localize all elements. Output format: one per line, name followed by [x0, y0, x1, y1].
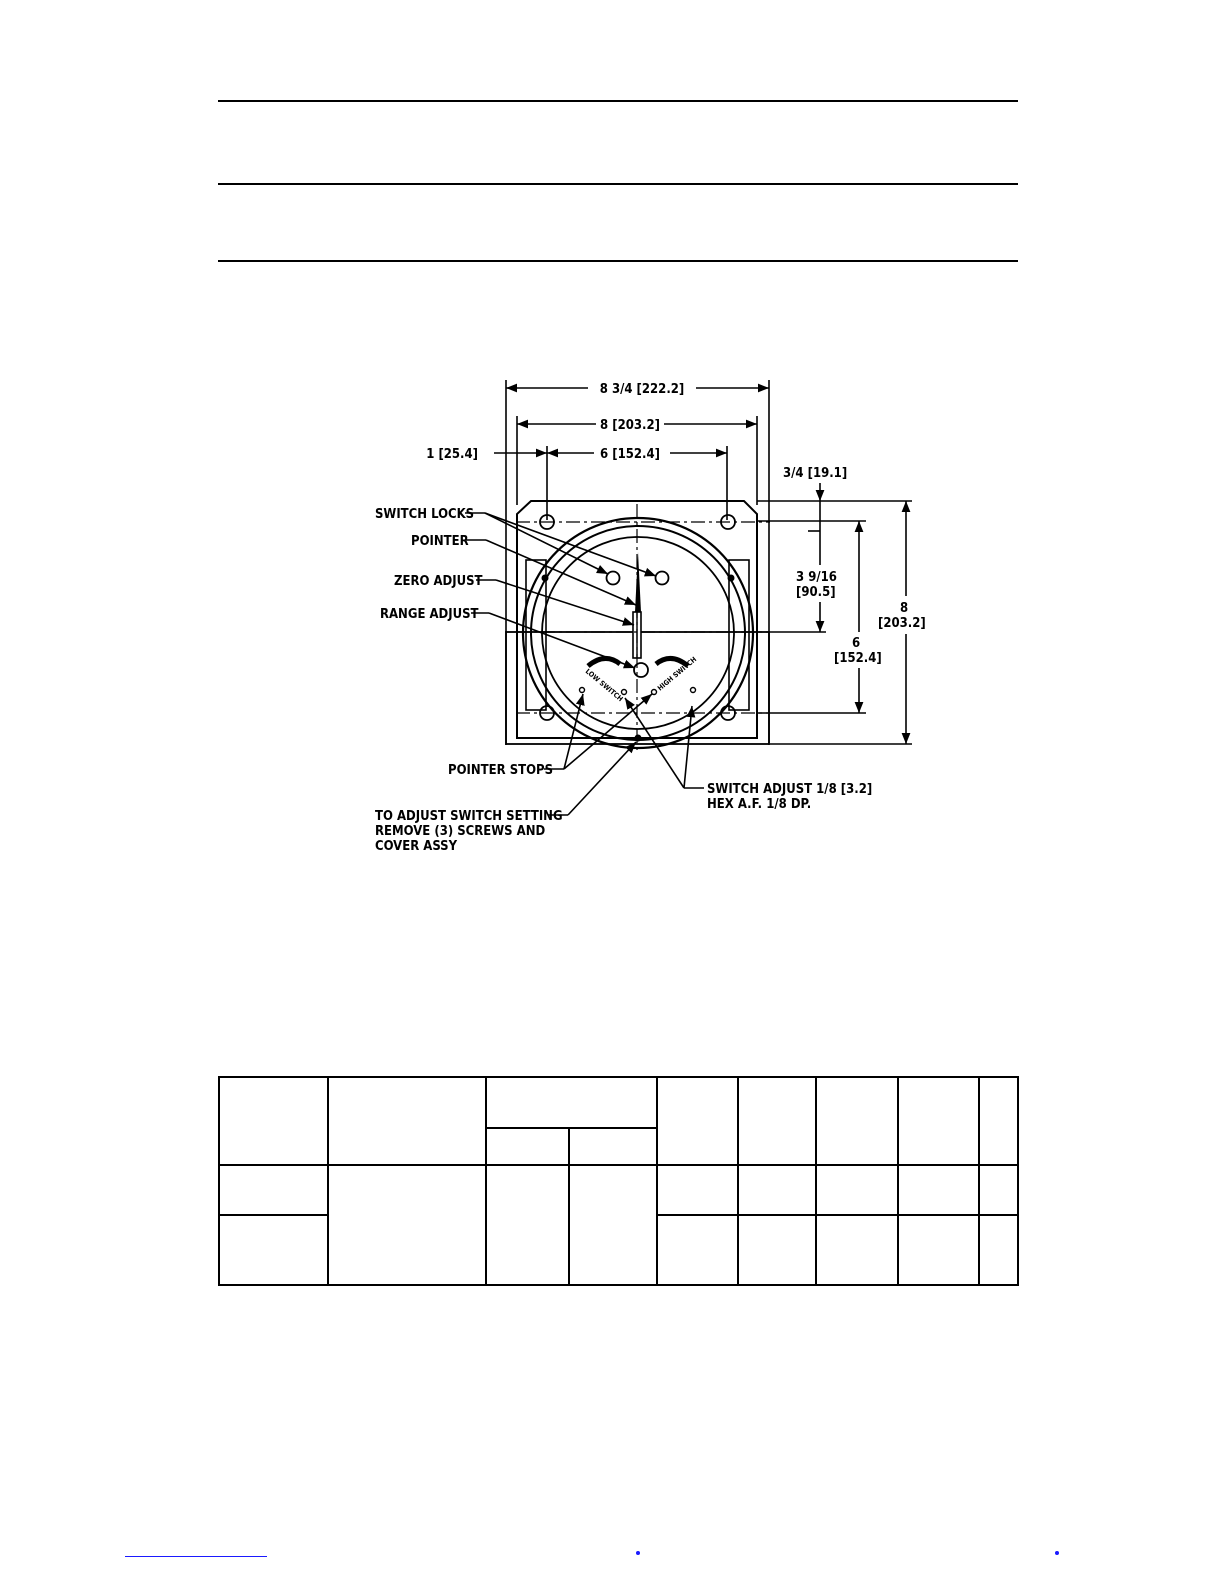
table-cell [219, 1215, 328, 1285]
dim-overall-height-mm: [203.2] [878, 616, 926, 631]
dim-body-width: 8 [203.2] [600, 418, 660, 433]
label-adjust-note-3: COVER ASSY [375, 839, 458, 854]
footer-dot [636, 1551, 640, 1555]
table-cell [219, 1165, 328, 1215]
table-cell [486, 1077, 657, 1128]
dim-overall-width: 8 3/4 [222.2] [599, 382, 685, 397]
dim-overall-height: 8 [900, 601, 909, 616]
table-cell [569, 1128, 657, 1165]
footer-link-underline[interactable] [125, 1556, 267, 1557]
table-cell [898, 1215, 979, 1285]
table-cell [816, 1165, 898, 1215]
table-cell [816, 1077, 898, 1165]
dial-label-low-switch: LOW SWITCH [583, 667, 625, 704]
dim-center-height-mm: [90.5] [796, 585, 836, 600]
table-cell [328, 1165, 486, 1285]
label-adjust-note-1: TO ADJUST SWITCH SETTING [375, 809, 563, 824]
dim-hole-spacing-h: 6 [152.4] [600, 447, 660, 462]
table-cell [738, 1165, 816, 1215]
dim-edge-offset: 1 [25.4] [426, 447, 478, 462]
table-cell [657, 1165, 738, 1215]
label-switch-locks: SWITCH LOCKS [375, 507, 475, 522]
label-switch-adjust-1: SWITCH ADJUST 1/8 [3.2] [707, 782, 873, 797]
table-cell [979, 1077, 1018, 1165]
label-adjust-note-2: REMOVE (3) SCREWS AND [375, 824, 546, 839]
table-cell [219, 1077, 328, 1165]
table-cell [898, 1077, 979, 1165]
table-cell [486, 1165, 569, 1285]
footer-dot [1055, 1551, 1059, 1555]
label-switch-adjust-2: HEX A.F. 1/8 DP. [707, 797, 812, 812]
label-range-adjust: RANGE ADJUST [380, 607, 479, 622]
table-cell [657, 1077, 738, 1165]
table-cell [486, 1128, 569, 1165]
table-cell [738, 1215, 816, 1285]
table-row [219, 1165, 1018, 1215]
table-cell [979, 1215, 1018, 1285]
dial-label-high-switch: HIGH SWITCH [656, 655, 699, 693]
dim-hole-spacing-v-mm: [152.4] [834, 651, 882, 666]
label-zero-adjust: ZERO ADJUST [394, 574, 483, 589]
dim-hole-spacing-v: 6 [852, 636, 861, 651]
table-cell [657, 1215, 738, 1285]
table-cell [979, 1165, 1018, 1215]
table-cell [898, 1165, 979, 1215]
table-header-row [219, 1077, 1018, 1128]
label-pointer-stops: POINTER STOPS [448, 763, 554, 778]
table-cell [569, 1165, 657, 1285]
label-pointer: POINTER [411, 534, 469, 549]
dim-top-offset: 3/4 [19.1] [783, 466, 848, 481]
dim-center-height: 3 9/16 [796, 570, 837, 585]
spec-table [218, 1076, 1019, 1286]
table-cell [738, 1077, 816, 1165]
table-cell [328, 1077, 486, 1165]
table-cell [816, 1215, 898, 1285]
